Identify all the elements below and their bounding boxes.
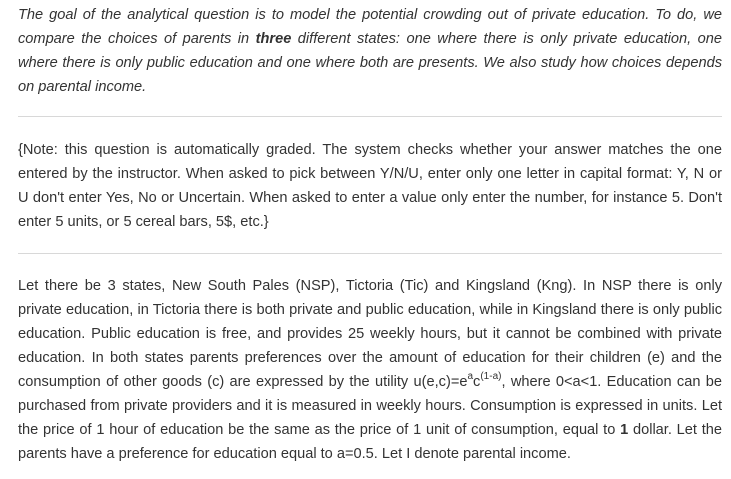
grading-note-text: {Note: this question is automatically graded. The system checks whether your answer matches the one entered by the instructor. When asked to pick between Y/N/U, enter only one letter in capital format: Y, N or U don't enter Yes, No or Uncertain. When asked to enter a value only enter the number, for instance 5. Don't enter 5 units, or 5 cereal bars, 5$, etc.} — [18, 142, 722, 230]
grading-note-paragraph — [18, 138, 722, 234]
price-value-bold: 1 — [620, 422, 629, 438]
intro-emphasis-three: three — [255, 31, 292, 47]
utility-exponent-1-minus-a: (1-a) — [480, 371, 502, 383]
intro-text-end: different states: one where there is only private education, one where there is only public education and one where both are presents. We also study how choices depends on parental income. — [18, 31, 722, 95]
section-divider — [18, 116, 722, 117]
problem-statement-paragraph — [18, 274, 722, 466]
problem-text-3: , where 0<a<1. Education can be purchased from private providers and it is measured in weekly hours. Consumption is expressed in units. Let the price of 1 hour of education be the same as the price of 1 unit of consumption, equal to — [18, 374, 722, 438]
problem-text-4: dollar. Let the parents have a preference for education equal to a=0.5. Let I denote parental income. — [18, 422, 722, 462]
utility-exponent-a: a — [467, 371, 474, 383]
problem-text-2: c — [473, 374, 481, 390]
problem-text-1: Let there be 3 states, New South Pales (NSP), Tictoria (Tic) and Kingsland (Kng). In NSP there is only private education, in Tictoria there is both private and public education, while in Kingsland there is only public education. Public education is free, and provides 25 weekly hours, but it cannot be combined with private education. In both states parents preferences over the amount of education for their children (e) and the consumption of other goods (c) are expressed by the utility u(e,c)=e — [18, 278, 722, 390]
intro-text-start: The goal of the analytical question is to model the potential crowding out of private education. To do, we compare the choices of parents in — [18, 7, 722, 47]
section-divider — [18, 253, 722, 254]
intro-paragraph — [18, 0, 722, 99]
